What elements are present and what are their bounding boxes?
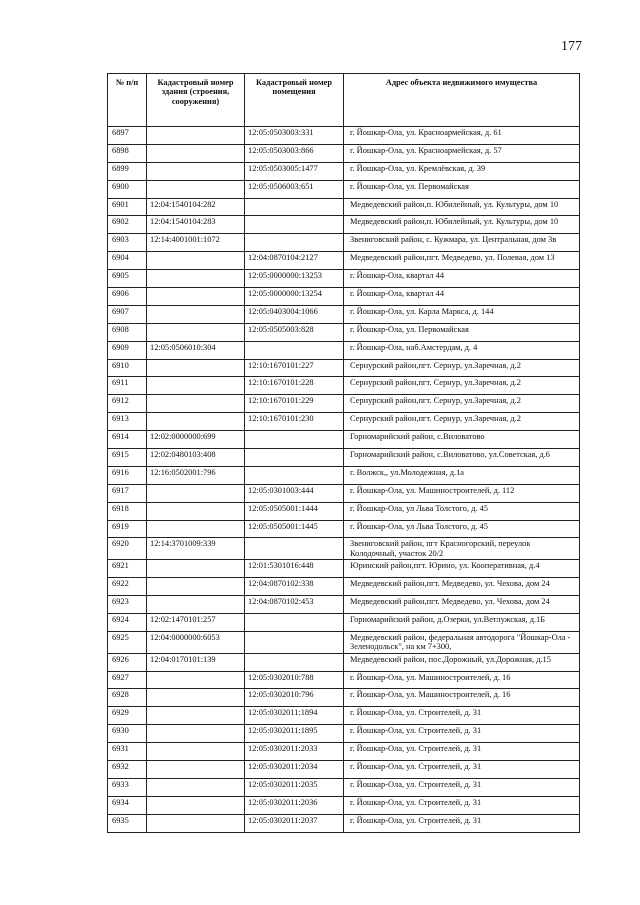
premises-cadastral-number: 12:05:0403004:1066 [245, 305, 344, 323]
table-row [108, 778, 580, 796]
header-address: Адрес объекта недвижимого имущества [344, 74, 580, 127]
address: г. Йошкар-Ола, ул. Строителей, д. 31 [344, 743, 580, 761]
page-number: 177 [561, 39, 582, 54]
premises-cadastral-number: 12:05:0302011:2034 [245, 761, 344, 779]
premises-cadastral-number: 12:10:1670101:228 [245, 377, 344, 395]
building-cadastral-number [147, 395, 245, 413]
building-cadastral-number: 12:05:0506010:304 [147, 341, 245, 359]
table-row [108, 707, 580, 725]
address: г. Волжск,, ул.Молодежная, д.1а [344, 466, 580, 484]
premises-cadastral-number [245, 613, 344, 631]
premises-cadastral-number [245, 216, 344, 234]
table-row [108, 671, 580, 689]
building-cadastral-number [147, 252, 245, 270]
address: Горномарийский район, с.Виловатово [344, 431, 580, 449]
table-row [108, 395, 580, 413]
row-number: 6901 [108, 198, 147, 216]
table-row [108, 198, 580, 216]
premises-cadastral-number: 12:10:1670101:227 [245, 359, 344, 377]
premises-cadastral-number: 12:05:0503005:1477 [245, 162, 344, 180]
table-row [108, 449, 580, 467]
row-number: 6927 [108, 671, 147, 689]
building-cadastral-number [147, 596, 245, 614]
building-cadastral-number: 12:04:0170101:139 [147, 653, 245, 671]
address: Сернурский район,пгт. Сернур, ул.Заречная, д.2 [344, 377, 580, 395]
row-number: 6935 [108, 814, 147, 832]
row-number: 6932 [108, 761, 147, 779]
row-number: 6925 [108, 631, 147, 653]
table-row [108, 631, 580, 653]
address: г. Йошкар-Ола, квартал 44 [344, 288, 580, 306]
row-number: 6899 [108, 162, 147, 180]
row-number: 6919 [108, 520, 147, 538]
building-cadastral-number [147, 560, 245, 578]
table-row [108, 341, 580, 359]
address: Сернурский район,пгт. Сернур, ул.Заречная, д.2 [344, 395, 580, 413]
row-number: 6915 [108, 449, 147, 467]
table-row [108, 560, 580, 578]
premises-cadastral-number: 12:04:0870102:338 [245, 578, 344, 596]
premises-cadastral-number: 12:10:1670101:229 [245, 395, 344, 413]
building-cadastral-number: 12:04:0000000:6053 [147, 631, 245, 653]
address: Медведевский район,пгт. Медведево, ул. Чехова, дом 24 [344, 596, 580, 614]
building-cadastral-number [147, 144, 245, 162]
row-number: 6928 [108, 689, 147, 707]
premises-cadastral-number [245, 538, 344, 560]
row-number: 6921 [108, 560, 147, 578]
table-row [108, 270, 580, 288]
premises-cadastral-number: 12:05:0505001:1445 [245, 520, 344, 538]
building-cadastral-number [147, 761, 245, 779]
row-number: 6905 [108, 270, 147, 288]
address: Звениговский район, пгт Красногорский, переулок Колодочный, участок 20/2 [344, 538, 580, 560]
address: г. Йошкар-Ола, ул. Красноармейская, д. 61 [344, 127, 580, 145]
table-row [108, 689, 580, 707]
row-number: 6917 [108, 484, 147, 502]
table-row [108, 180, 580, 198]
premises-cadastral-number: 12:01:5301016:448 [245, 560, 344, 578]
address: Горномарийский район, д.Озерки, ул.Ветлужская, д.1Б [344, 613, 580, 631]
table-row [108, 216, 580, 234]
premises-cadastral-number: 12:05:0302011:2033 [245, 743, 344, 761]
building-cadastral-number: 12:02:0480103:408 [147, 449, 245, 467]
address: г. Йошкар-Ола, ул. Строителей, д. 31 [344, 778, 580, 796]
table-row [108, 359, 580, 377]
premises-cadastral-number [245, 198, 344, 216]
table-row [108, 814, 580, 832]
building-cadastral-number [147, 743, 245, 761]
building-cadastral-number [147, 671, 245, 689]
row-number: 6923 [108, 596, 147, 614]
address: г. Йошкар-Ола, ул. Строителей, д. 31 [344, 707, 580, 725]
row-number: 6930 [108, 725, 147, 743]
row-number: 6906 [108, 288, 147, 306]
address: г. Йошкар-Ола, ул. Кремлёвская, д. 39 [344, 162, 580, 180]
address: г. Йошкар-Ола, ул. Строителей, д. 31 [344, 725, 580, 743]
row-number: 6920 [108, 538, 147, 560]
building-cadastral-number [147, 162, 245, 180]
table-row [108, 596, 580, 614]
row-number: 6902 [108, 216, 147, 234]
premises-cadastral-number: 12:04:0870104:2127 [245, 252, 344, 270]
table-row [108, 377, 580, 395]
premises-cadastral-number: 12:05:0505001:1444 [245, 502, 344, 520]
header-premises-cadastral: Кадастровый номер помещения [245, 74, 344, 127]
building-cadastral-number [147, 778, 245, 796]
building-cadastral-number: 12:04:1540104:283 [147, 216, 245, 234]
row-number: 6924 [108, 613, 147, 631]
premises-cadastral-number: 12:05:0000000:13254 [245, 288, 344, 306]
building-cadastral-number [147, 578, 245, 596]
table-row [108, 323, 580, 341]
premises-cadastral-number: 12:05:0302010:796 [245, 689, 344, 707]
address: г. Йошкар-Ола, ул. Строителей, д. 31 [344, 761, 580, 779]
premises-cadastral-number: 12:05:0302011:2037 [245, 814, 344, 832]
premises-cadastral-number [245, 653, 344, 671]
row-number: 6933 [108, 778, 147, 796]
row-number: 6907 [108, 305, 147, 323]
premises-cadastral-number [245, 431, 344, 449]
header-number: № п/п [108, 74, 147, 127]
row-number: 6918 [108, 502, 147, 520]
building-cadastral-number [147, 689, 245, 707]
address: г. Йошкар-Ола, квартал 44 [344, 270, 580, 288]
address: г. Йошкар-Ола, наб.Амстердам, д. 4 [344, 341, 580, 359]
row-number: 6903 [108, 234, 147, 252]
building-cadastral-number [147, 796, 245, 814]
address: Медведевский район,п. Юбилейный, ул. Культуры, дом 10 [344, 198, 580, 216]
building-cadastral-number: 12:14:3701009:339 [147, 538, 245, 560]
row-number: 6910 [108, 359, 147, 377]
address: Звениговский район, с. Кужмара, ул. Центральная, дом 3в [344, 234, 580, 252]
premises-cadastral-number [245, 341, 344, 359]
table-row [108, 484, 580, 502]
address: Медведевский район, федеральная автодорога "Йошкар-Ола - Зеленодольск", на км 7+300, [344, 631, 580, 653]
premises-cadastral-number: 12:05:0302011:2035 [245, 778, 344, 796]
address: Юринский район,пгт. Юрино, ул. Кооперативная, д.4 [344, 560, 580, 578]
address: г. Йошкар-Ола, ул. Строителей, д. 31 [344, 796, 580, 814]
table-row [108, 520, 580, 538]
table-row [108, 162, 580, 180]
building-cadastral-number [147, 288, 245, 306]
row-number: 6929 [108, 707, 147, 725]
building-cadastral-number [147, 127, 245, 145]
building-cadastral-number [147, 377, 245, 395]
row-number: 6914 [108, 431, 147, 449]
address: Сернурский район,пгт. Сернур, ул.Заречная, д.2 [344, 359, 580, 377]
table-row [108, 502, 580, 520]
table-row [108, 578, 580, 596]
premises-cadastral-number: 12:05:0000000:13253 [245, 270, 344, 288]
row-number: 6900 [108, 180, 147, 198]
table-row [108, 144, 580, 162]
address: г. Йошкар-Ола, ул Льва Толстого, д. 45 [344, 520, 580, 538]
premises-cadastral-number [245, 449, 344, 467]
table-row [108, 761, 580, 779]
row-number: 6898 [108, 144, 147, 162]
building-cadastral-number [147, 323, 245, 341]
table-row [108, 413, 580, 431]
address: г. Йошкар-Ола, ул Льва Толстого, д. 45 [344, 502, 580, 520]
premises-cadastral-number: 12:05:0302011:1894 [245, 707, 344, 725]
premises-cadastral-number: 12:05:0302011:2036 [245, 796, 344, 814]
address: г. Йошкар-Ола, ул. Красноармейская, д. 57 [344, 144, 580, 162]
building-cadastral-number [147, 359, 245, 377]
premises-cadastral-number: 12:10:1670101:230 [245, 413, 344, 431]
building-cadastral-number [147, 180, 245, 198]
address: Медведевский район,пгт. Медведево, ул. Чехова, дом 24 [344, 578, 580, 596]
building-cadastral-number [147, 270, 245, 288]
address: г. Йошкар-Ола, ул. Карла Маркса, д. 144 [344, 305, 580, 323]
premises-cadastral-number: 12:05:0506003:651 [245, 180, 344, 198]
table-row [108, 613, 580, 631]
building-cadastral-number: 12:14:4001001:1072 [147, 234, 245, 252]
row-number: 6911 [108, 377, 147, 395]
row-number: 6922 [108, 578, 147, 596]
table-row [108, 743, 580, 761]
row-number: 6908 [108, 323, 147, 341]
table-row [108, 252, 580, 270]
table-row [108, 288, 580, 306]
table-row [108, 653, 580, 671]
building-cadastral-number [147, 305, 245, 323]
row-number: 6904 [108, 252, 147, 270]
address: Горномарийский район, с.Виловатово, ул.Советская, д.6 [344, 449, 580, 467]
row-number: 6934 [108, 796, 147, 814]
address: г. Йошкар-Ола, ул. Машиностроителей, д. 16 [344, 671, 580, 689]
table-row [108, 431, 580, 449]
row-number: 6912 [108, 395, 147, 413]
table-row [108, 538, 580, 560]
table-row [108, 127, 580, 145]
premises-cadastral-number [245, 631, 344, 653]
address: г. Йошкар-Ола, ул. Первомайская [344, 323, 580, 341]
row-number: 6926 [108, 653, 147, 671]
row-number: 6916 [108, 466, 147, 484]
property-table [107, 73, 580, 833]
table-row [108, 305, 580, 323]
table-row [108, 466, 580, 484]
address: Медведевский район,п. Юбилейный, ул. Культуры, дом 10 [344, 216, 580, 234]
address: г. Йошкар-Ола, ул. Первомайская [344, 180, 580, 198]
address: г. Йошкар-Ола, ул. Машиностроителей, д. 16 [344, 689, 580, 707]
premises-cadastral-number [245, 234, 344, 252]
premises-cadastral-number: 12:05:0301003:444 [245, 484, 344, 502]
premises-cadastral-number: 12:05:0505003:828 [245, 323, 344, 341]
address: Сернурский район,пгт. Сернур, ул.Заречная, д.2 [344, 413, 580, 431]
address: Медведевский район, пос.Дорожный, ул.Дорожная, д.15 [344, 653, 580, 671]
building-cadastral-number: 12:02:0000000:699 [147, 431, 245, 449]
building-cadastral-number [147, 484, 245, 502]
row-number: 6931 [108, 743, 147, 761]
header-building-cadastral: Кадастровый номер здания (строения, сооружения) [147, 74, 245, 127]
table-row [108, 234, 580, 252]
building-cadastral-number: 12:04:1540104:282 [147, 198, 245, 216]
row-number: 6909 [108, 341, 147, 359]
building-cadastral-number [147, 413, 245, 431]
row-number: 6897 [108, 127, 147, 145]
building-cadastral-number: 12:16:0502001:796 [147, 466, 245, 484]
premises-cadastral-number: 12:05:0302011:1895 [245, 725, 344, 743]
table-body [108, 127, 580, 833]
table-header-row [108, 74, 580, 127]
premises-cadastral-number [245, 466, 344, 484]
building-cadastral-number [147, 707, 245, 725]
building-cadastral-number [147, 725, 245, 743]
building-cadastral-number [147, 502, 245, 520]
building-cadastral-number [147, 814, 245, 832]
table-row [108, 796, 580, 814]
table-row [108, 725, 580, 743]
premises-cadastral-number: 12:05:0503003:866 [245, 144, 344, 162]
premises-cadastral-number: 12:05:0302010:788 [245, 671, 344, 689]
premises-cadastral-number: 12:05:0503003:331 [245, 127, 344, 145]
address: г. Йошкар-Ола, ул. Строителей, д. 31 [344, 814, 580, 832]
address: Медведевский район,пгт. Медведево, ул. Полевая, дом 13 [344, 252, 580, 270]
row-number: 6913 [108, 413, 147, 431]
address: г. Йошкар-Ола, ул. Машиностроителей, д. 112 [344, 484, 580, 502]
building-cadastral-number [147, 520, 245, 538]
premises-cadastral-number: 12:04:0870102:453 [245, 596, 344, 614]
building-cadastral-number: 12:02:1470101:257 [147, 613, 245, 631]
